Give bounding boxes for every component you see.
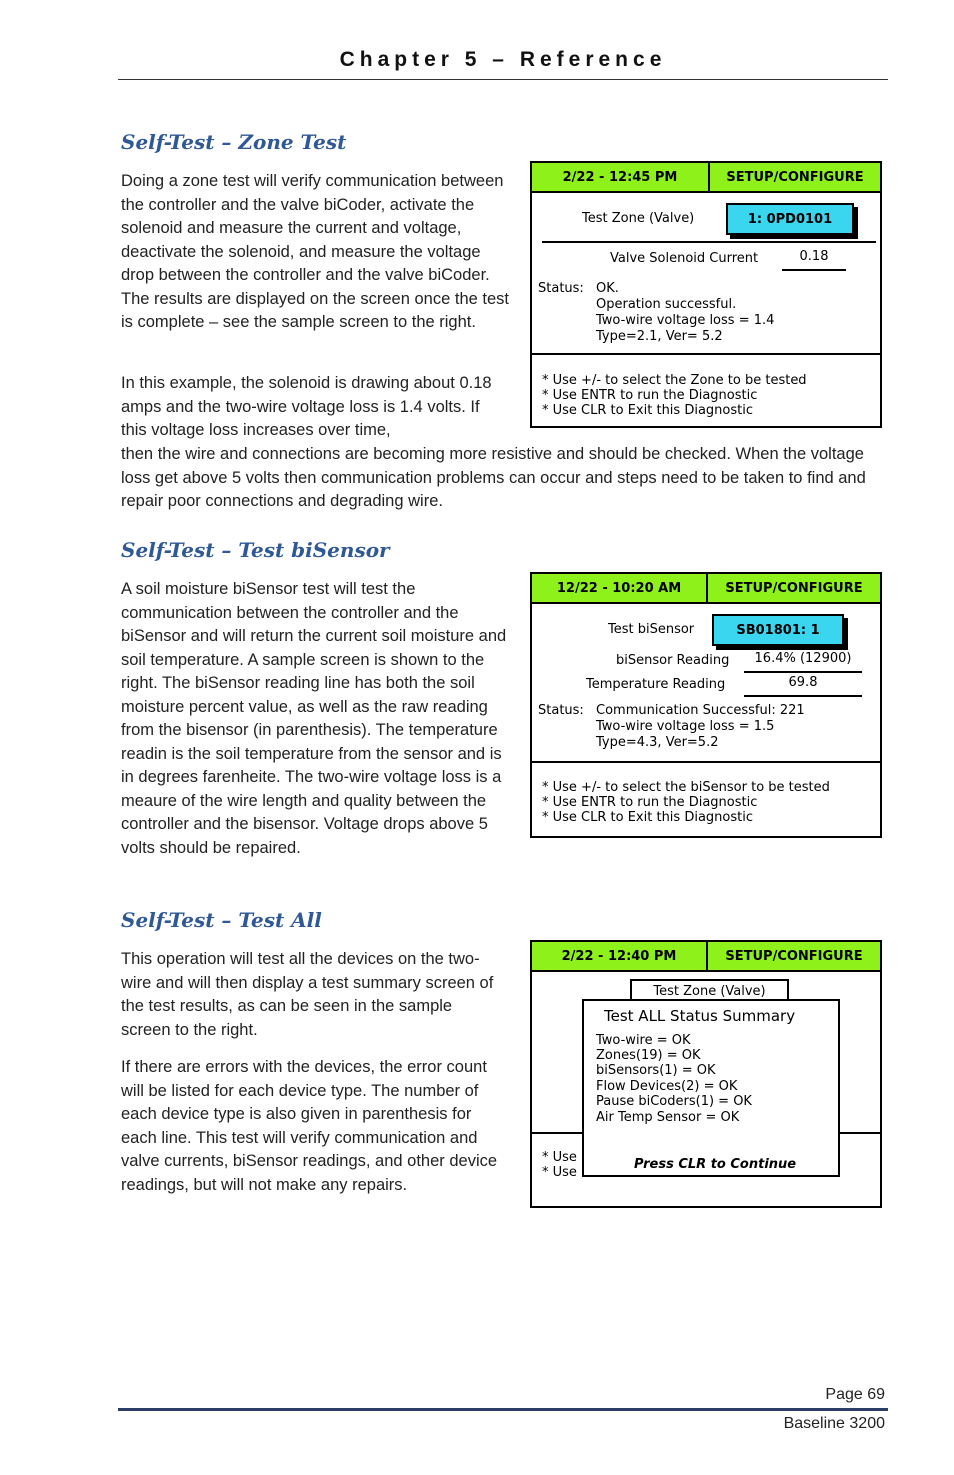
zone-select-field[interactable]: 1: 0PD0101 (726, 203, 854, 235)
reading-label: Valve Solenoid Current (610, 251, 759, 266)
zone-test-paragraph-2: In this example, the solenoid is drawing about 0.18 amps and the two-wire voltage loss is 1.4 volts. If this voltage loss increases over time, (121, 374, 492, 439)
status-line: Operation successful. (596, 297, 737, 312)
status-label: Status: (538, 281, 584, 296)
test-all-screen (530, 940, 882, 1208)
test-all-paragraph-1: This operation will test all the devices on the two-wire and will then display a test summary screen of the test results, as can be seen in the sample screen to the right. (121, 950, 494, 1039)
chapter-heading: Chapter 5 – Reference (339, 48, 667, 71)
divider (532, 761, 880, 763)
status-line: Two-wire voltage loss = 1.4 (596, 313, 775, 328)
reading-value: 0.18 (782, 249, 846, 271)
screen-mode: SETUP/CONFIGURE (726, 169, 864, 185)
test-all-paragraph-2: If there are errors with the devices, the error count will be listed for each device type. The number of each device type is also given in parenthesis for each line. This test will verify communication and valve currents, biSensor readings, and other device readings, but will not make any repairs. (121, 1058, 498, 1194)
help-line: * Use CLR to Exit this Diagnostic (542, 810, 753, 825)
screen-datetime: 2/22 - 12:45 PM (532, 163, 710, 191)
screen-datetime: 12/22 - 10:20 AM (532, 574, 708, 602)
status-summary-popup (582, 999, 840, 1177)
status-line: OK. (596, 281, 619, 296)
page-number: Page 69 (825, 1386, 885, 1403)
screen-mode: SETUP/CONFIGURE (725, 580, 863, 596)
screen-mode: SETUP/CONFIGURE (725, 948, 863, 964)
header-rule (118, 79, 888, 80)
zone-test-paragraph-3: then the wire and connections are becoming more resistive and should be checked. When the voltage loss get above 5 volts then communication problems can occur and steps need to be taken to find and repair poor connections and degrading wire. (121, 445, 866, 510)
help-line: * Use ENTR to run the Diagnostic (542, 795, 758, 810)
field-label: Test Zone (Valve) (582, 211, 695, 226)
status-line: Type=2.1, Ver= 5.2 (596, 329, 723, 344)
status-line: Two-wire voltage loss = 1.5 (596, 719, 775, 734)
status-label: Status: (538, 703, 584, 718)
popup-title: Test ALL Status Summary (604, 1007, 796, 1025)
help-line: * Use CLR to Exit this Diagnostic (542, 403, 753, 418)
temperature-label: Temperature Reading (586, 677, 726, 692)
help-line: * Use +/- to select the biSensor to be tested (542, 780, 830, 795)
divider (532, 353, 880, 355)
product-name: Baseline 3200 (783, 1415, 885, 1432)
status-line: Communication Successful: 221 (596, 703, 805, 718)
bisensor-paragraph-1: A soil moisture biSensor test will test the communication between the controller and the biSensor and will return the current soil moisture and soil temperature. A sample screen is shown to the right. The biSensor reading line has both the soil moisture percent value, as well as the raw reading from the bisensor (in parenthesis). The temperature readin is the soil temperature from the sensor and is in degrees farenheite. The two-wire voltage loss is a meaure of the wire length and quality between the controller and the bisensor. Voltage drops above 5 volts should be repaired. (121, 580, 507, 857)
help-line: * Use ENTR to run the Diagnostic (542, 388, 758, 403)
summary-line: Pause biCoders(1) = OK (596, 1094, 752, 1109)
screen-header (532, 942, 880, 972)
summary-line: Air Temp Sensor = OK (596, 1110, 740, 1125)
screen-header (532, 574, 880, 604)
section-title-test-bisensor: Self-Test – Test biSensor (121, 538, 390, 562)
continue-prompt: Press CLR to Continue (634, 1157, 797, 1172)
bisensor-test-screen (530, 572, 882, 838)
status-line: Type=4.3, Ver=5.2 (596, 735, 719, 750)
reading-value: 16.4% (12900) (744, 651, 862, 673)
section-title-zone-test: Self-Test – Zone Test (121, 130, 347, 154)
help-line-partial: * Use (542, 1165, 577, 1180)
section-title-test-all: Self-Test – Test All (121, 908, 322, 932)
screen-datetime: 2/22 - 12:40 PM (532, 942, 708, 970)
temperature-value: 69.8 (744, 675, 862, 697)
field-label: Test biSensor (608, 622, 695, 637)
zone-test-paragraph-1: Doing a zone test will verify communication between the controller and the valve biCoder, activate the solenoid and measure the current and voltage, deactivate the solenoid, and measure the voltage drop between the controller and the valve biCoder. The results are displayed on the screen once the test is complete – see the sample screen to the right. (121, 172, 509, 331)
bisensor-select-field[interactable]: SB01801: 1 (712, 614, 844, 646)
help-line-partial: * Use (542, 1150, 577, 1165)
summary-line: Zones(19) = OK (596, 1048, 701, 1063)
help-line: * Use +/- to select the Zone to be tested (542, 373, 807, 388)
zone-test-screen (530, 161, 882, 428)
background-field-label: Test Zone (Valve) (630, 979, 789, 1005)
summary-line: Two-wire = OK (596, 1033, 691, 1048)
summary-line: Flow Devices(2) = OK (596, 1079, 738, 1094)
screen-header (532, 163, 880, 193)
summary-line: biSensors(1) = OK (596, 1063, 716, 1078)
reading-label: biSensor Reading (616, 653, 730, 668)
footer-rule (118, 1408, 888, 1411)
divider (542, 241, 876, 243)
